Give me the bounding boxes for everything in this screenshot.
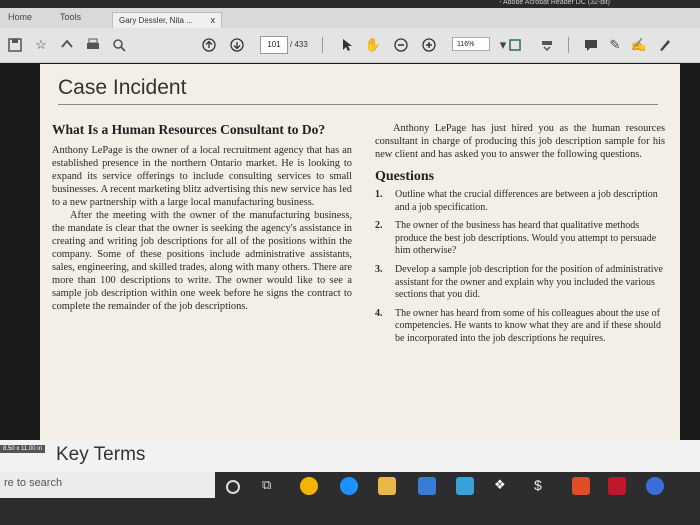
question-text: The owner has heard from some of his colleagues about the use of competencies. He wants to know what they are and if these should be incorporated into the job descriptions he requires.	[395, 307, 662, 344]
question-item	[375, 308, 665, 346]
question-text: The owner of the business has heard that qualitative methods produce the best job descriptions. Would you attempt to persuade him otherwise?	[395, 220, 657, 257]
right-column	[375, 122, 665, 352]
case-heading: What Is a Human Resources Consultant to Do?	[52, 122, 326, 137]
page-number-input[interactable]: 101	[260, 36, 288, 54]
menu-tools[interactable]: Tools	[60, 12, 82, 22]
document-tab[interactable]	[112, 12, 222, 28]
toolbar-separator	[322, 37, 323, 53]
close-icon[interactable]: x	[210, 15, 215, 25]
zoom-out-icon[interactable]	[392, 36, 410, 54]
window-titlebar	[0, 0, 700, 8]
question-number: 4.	[375, 307, 383, 319]
toolbar	[0, 28, 700, 63]
scroll-mode-icon[interactable]	[538, 36, 556, 54]
page-title: Case Incident	[58, 76, 187, 99]
taskbar-search-input[interactable]: re to search	[0, 472, 215, 498]
title-divider	[58, 104, 658, 105]
zoom-level-select[interactable]: 116%	[452, 37, 490, 51]
search-icon[interactable]	[110, 36, 128, 54]
task-view-icon[interactable]: ⧉	[262, 477, 272, 492]
menu-bar	[0, 8, 700, 29]
case-intro: Anthony LePage has just hired you as the human resources consultant in charge of producing this job description sample for his new client and has asked you to answer the following questions.	[375, 123, 665, 160]
print-icon[interactable]	[84, 36, 102, 54]
windows-taskbar	[0, 472, 700, 525]
select-cursor-icon[interactable]	[338, 36, 356, 54]
next-page-icon[interactable]	[228, 36, 246, 54]
question-number: 2.	[375, 220, 383, 232]
dollar-app-icon[interactable]: $	[534, 477, 542, 493]
next-page-heading: Key Terms	[56, 444, 146, 465]
edge-icon[interactable]	[340, 477, 358, 495]
sign-icon[interactable]: ✍	[630, 37, 648, 52]
question-text: Develop a sample job description for the position of administrative assistant for the owner and explain why you included the various sections that you did.	[395, 263, 663, 301]
save-icon[interactable]	[6, 36, 24, 54]
question-text: Outline what the crucial differences are between a job description and a job specification.	[395, 189, 658, 213]
left-column	[52, 122, 352, 313]
highlight-pen-icon[interactable]: ✎	[609, 37, 621, 52]
question-number: 3.	[375, 263, 383, 275]
page-dimensions: 8.50 x 11.00 in	[0, 445, 45, 453]
mail-icon[interactable]	[456, 477, 474, 495]
question-item	[375, 220, 665, 258]
cortana-icon[interactable]	[226, 480, 240, 494]
pdf-page	[40, 64, 680, 464]
fit-page-icon[interactable]	[506, 36, 524, 54]
page-count: / 433	[290, 40, 308, 49]
window-title: - Adobe Acrobat Reader DC (32-bit)	[499, 0, 610, 6]
question-number: 1.	[375, 189, 383, 200]
questions-heading: Questions	[375, 169, 435, 184]
office-icon[interactable]	[572, 477, 590, 495]
question-item	[375, 264, 665, 302]
netflix-icon[interactable]	[608, 477, 626, 495]
fill-sign-icon[interactable]	[656, 36, 674, 54]
chrome-icon[interactable]	[300, 477, 318, 495]
comment-icon[interactable]	[582, 36, 600, 54]
store-icon[interactable]	[418, 477, 436, 495]
case-paragraph-2: After the meeting with the owner of the manufacturing business, the mandate is clear that the owner is seeking the agency's assistance in creating and writing job descriptions for all of the positions within the company. Some of these positions include administrative assistants, sales, engineering, and skilled trades, along with many others. There are more than 100 descriptions to write. The owner would like to see a sample job description within one week before he signs the contract to complete the remainder of the job descriptions.	[52, 210, 352, 312]
case-paragraph-1: Anthony LePage is the owner of a local recruitment agency that has an established presence in the northern Ontario market. He is looking to expand its service offerings to include consulting services to small businesses. A recent marketing blitz advertising this new service has led to a new partnership with a large local manufacturing business.	[52, 145, 352, 208]
hand-tool-icon[interactable]: ✋	[364, 37, 382, 52]
zoom-app-icon[interactable]	[646, 477, 664, 495]
bookmark-star-icon[interactable]: ☆	[35, 37, 47, 52]
toolbar-separator	[568, 37, 569, 53]
zoom-dropdown-icon[interactable]: ▾	[499, 37, 507, 52]
menu-home[interactable]: Home	[8, 12, 33, 22]
dropbox-icon[interactable]: ❖	[494, 477, 506, 492]
question-item	[375, 189, 665, 214]
previous-page-icon[interactable]	[200, 36, 218, 54]
questions-list	[375, 189, 665, 346]
share-icon[interactable]	[58, 36, 76, 54]
file-explorer-icon[interactable]	[378, 477, 396, 495]
zoom-in-icon[interactable]	[420, 36, 438, 54]
document-tab-label: Gary Dessler, Nita ...	[119, 16, 193, 25]
